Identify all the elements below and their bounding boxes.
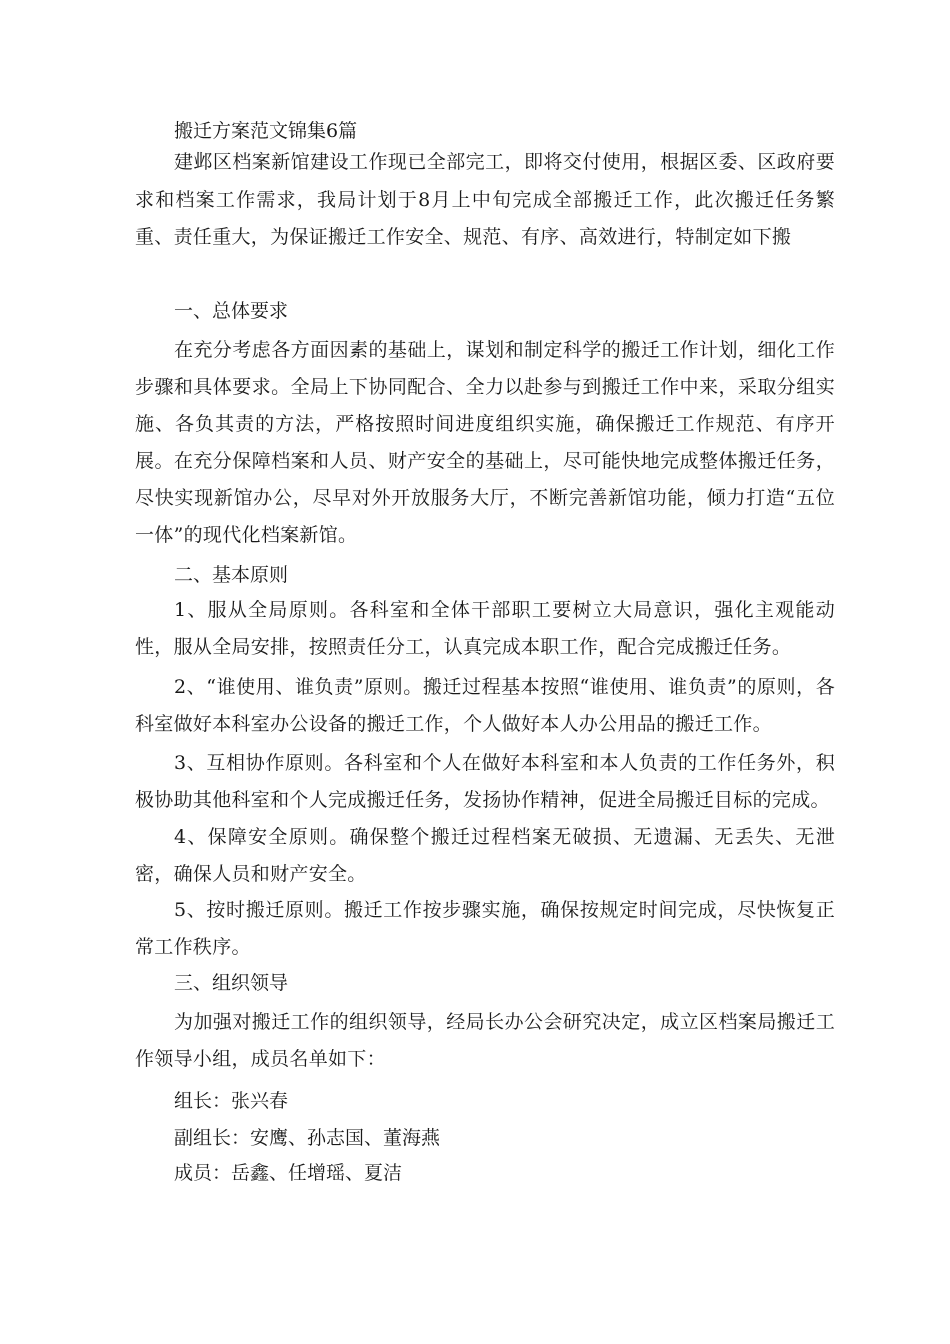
section-3-body: 为加强对搬迁工作的组织领导，经局长办公会研究决定，成立区档案局搬迁工作领导小组，成员名单如下：	[135, 1011, 835, 1070]
deputy-leader-line: 副组长：安鹰、孙志国、董海燕	[174, 1127, 441, 1149]
document-title: 搬迁方案范文锦集6篇	[174, 120, 358, 142]
group-leader-line: 组长：张兴春	[174, 1090, 289, 1112]
principle-item-3: 3、互相协作原则。各科室和个人在做好本科室和本人负责的工作任务外，积极协助其他科室和个人完成搬迁任务，发扬协作精神，促进全局搬迁目标的完成。	[135, 752, 835, 811]
principle-item-4: 4、保障安全原则。确保整个搬迁过程档案无破损、无遗漏、无丢失、无泄密，确保人员和财产安全。	[135, 826, 835, 885]
section-1-body: 在充分考虑各方面因素的基础上，谋划和制定科学的搬迁工作计划，细化工作步骤和具体要求。全局上下协同配合、全力以赴参与到搬迁工作中来，采取分组实施、各负其责的方法，严格按照时间进度组织实施，确保搬迁工作规范、有序开展。在充分保障档案和人员、财产安全的基础上，尽可能快地完成整体搬迁任务，尽快实现新馆办公，尽早对外开放服务大厅，不断完善新馆功能，倾力打造“五位一体”的现代化档案新馆。	[135, 339, 835, 546]
section-3-heading: 三、组织领导	[174, 972, 289, 994]
members-line: 成员：岳鑫、任增瑶、夏洁	[174, 1162, 403, 1184]
principle-item-5: 5、按时搬迁原则。搬迁工作按步骤实施，确保按规定时间完成，尽快恢复正常工作秩序。	[135, 899, 835, 958]
principle-item-1: 1、服从全局原则。各科室和全体干部职工要树立大局意识，强化主观能动性，服从全局安排，按照责任分工，认真完成本职工作，配合完成搬迁任务。	[135, 599, 835, 658]
intro-paragraph: 建邺区档案新馆建设工作现已全部完工，即将交付使用，根据区委、区政府要求和档案工作需求，我局计划于8月上中旬完成全部搬迁工作，此次搬迁任务繁重、责任重大，为保证搬迁工作安全、规范、有序、高效进行，特制定如下搬	[135, 151, 835, 248]
principle-item-2: 2、“谁使用、谁负责”原则。搬迁过程基本按照“谁使用、谁负责”的原则，各科室做好本科室办公设备的搬迁工作，个人做好本人办公用品的搬迁工作。	[135, 676, 835, 735]
section-1-heading: 一、总体要求	[174, 300, 289, 322]
section-2-heading: 二、基本原则	[174, 564, 289, 586]
